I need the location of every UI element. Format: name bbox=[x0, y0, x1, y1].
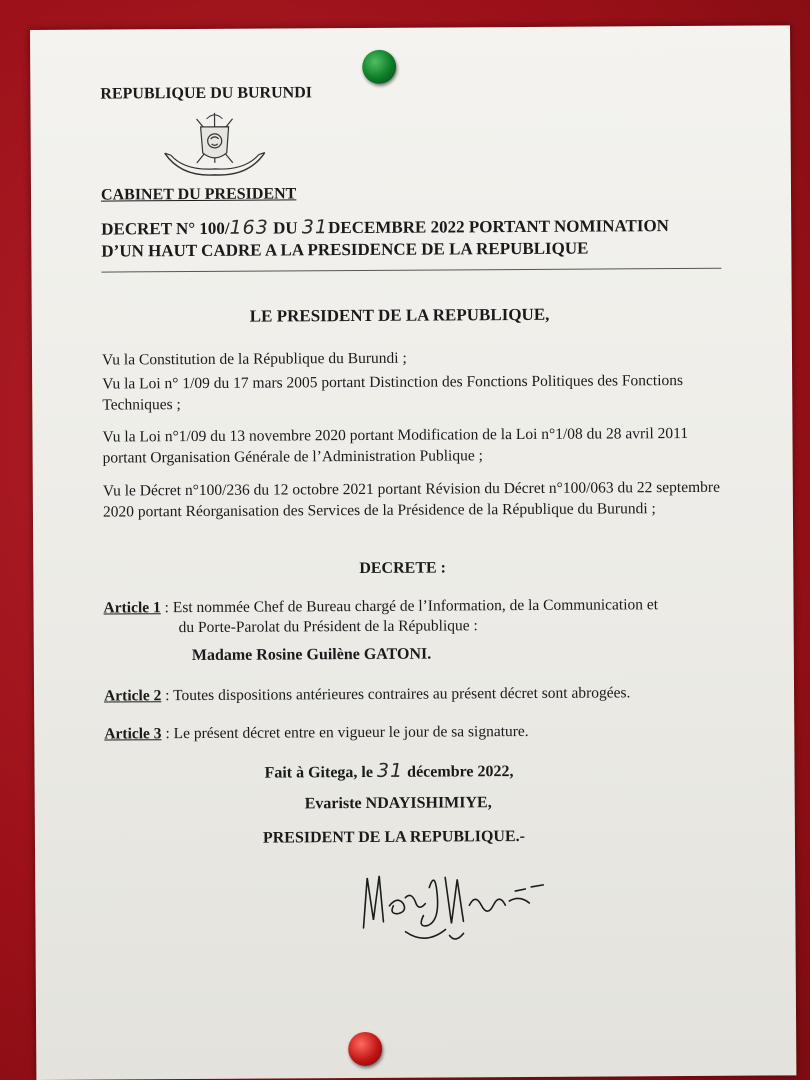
closing-date-suffix: décembre 2022, bbox=[403, 763, 514, 781]
green-pushpin bbox=[362, 50, 396, 84]
decree-title-prefix: DECRET N° 100/ bbox=[101, 218, 230, 239]
consideration-constitution: Vu la Constitution de la République du Burundi ; bbox=[101, 349, 407, 369]
coat-of-arms-emblem bbox=[160, 109, 268, 186]
document-page bbox=[30, 25, 796, 1080]
closing-day-handwritten: 31 bbox=[376, 759, 404, 782]
article-1-sep: : bbox=[160, 599, 173, 617]
decrete-heading: DECRETE : bbox=[359, 559, 447, 577]
article-1-text-line1: Est nommée Chef de Bureau chargé de l’Information, de la Communication et bbox=[172, 596, 659, 617]
article-2-label: Article 2 bbox=[104, 687, 162, 705]
article-3 bbox=[104, 720, 734, 745]
title-divider bbox=[101, 268, 721, 273]
consideration-law-2005: Vu la Loi n° 1/09 du 17 mars 2005 portant Distinction des Fonctions Politiques des Fonctions Techniques ; bbox=[102, 372, 684, 414]
decree-title-line2: D’UN HAUT CADRE A LA PRESIDENCE DE LA REPUBLIQUE bbox=[101, 238, 589, 261]
closing-place-prefix: Fait à Gitega, le bbox=[264, 763, 378, 782]
decree-title-middle: DU bbox=[268, 218, 302, 238]
article-3-text: Le présent décret entre en vigueur le jour de sa signature. bbox=[173, 722, 529, 743]
signatory-title: PRESIDENT DE LA REPUBLIQUE.- bbox=[262, 827, 525, 847]
article-1-label: Article 1 bbox=[103, 599, 161, 617]
decree-day-handwritten: 31 bbox=[301, 216, 329, 239]
handwritten-signature bbox=[345, 857, 566, 948]
decree-title-line1-end: DECEMBRE 2022 PORTANT NOMINATION bbox=[328, 216, 669, 238]
consideration-law-2020: Vu la Loi n°1/09 du 13 novembre 2020 portant Modification de la Loi n°1/08 du 28 avril 2011 portant Organisation Générale de l’Administration Publique ; bbox=[102, 424, 689, 467]
consideration-decree-2021: Vu le Décret n°100/236 du 12 octobre 2021 portant Révision du Décret n°100/063 du 22 septembre 2020 portant Réorganisation des Services de la Présidence de la République du Burundi ; bbox=[102, 478, 720, 521]
article-2-text: Toutes dispositions antérieures contraires au présent décret sont abrogées. bbox=[173, 684, 631, 705]
cabinet-header: CABINET DU PRESIDENT bbox=[100, 185, 297, 204]
article-2 bbox=[104, 682, 734, 707]
article-3-sep: : bbox=[161, 725, 174, 743]
article-2-sep: : bbox=[161, 687, 174, 705]
decree-title bbox=[101, 214, 721, 263]
article-3-label: Article 3 bbox=[104, 725, 162, 743]
president-heading: LE PRESIDENT DE LA REPUBLIQUE, bbox=[249, 304, 550, 326]
red-pushpin bbox=[348, 1032, 382, 1066]
decree-number-handwritten: 163 bbox=[229, 216, 269, 239]
nominee-name: Madame Rosine Guilène GATONI. bbox=[191, 645, 432, 665]
article-1 bbox=[103, 594, 733, 639]
closing-place-date bbox=[264, 759, 513, 783]
republic-header: REPUBLIQUE DU BURUNDI bbox=[100, 84, 313, 103]
signatory-name: Evariste NDAYISHIMIYE, bbox=[304, 794, 492, 813]
article-1-text-line2: du Porte-Parolat du Président de la République : bbox=[178, 617, 478, 637]
